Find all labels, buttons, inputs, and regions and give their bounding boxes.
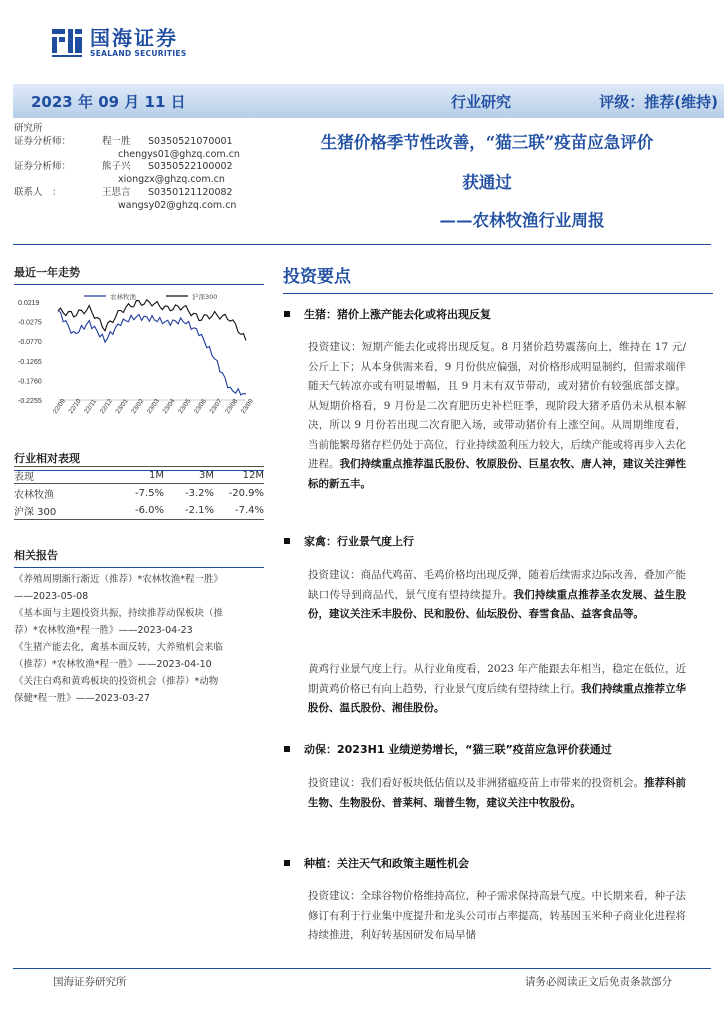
reports-section [14,547,264,568]
analyst-row: 联系人 ： 王思言 S0350121120082 [14,186,233,198]
x-tick-label: 23/06 [192,397,208,416]
section-heading: 生猪：猪价上涨产能去化或将出现反复 [284,306,491,322]
analyst-row: 证券分析师： 熊子兴 S0350522100002 [14,161,233,173]
analyst-email[interactable]: wangsy02@ghzq.com.cn [118,199,237,211]
section-paragraph: 投资建议：短期产能去化或将出现反复。8 月猪价趋势震荡向上，维持在 17 元/公斤上下；从本身供需来看，9 月份供应偏强，对价格形成明显制约，但需求端伴随天气转凉亦或有明显增幅，且 9 月末有双节带动，或对猪价有较强底部支撑。从短期价格看，9 月份是二次育肥历史补栏旺季，现阶段大猪矛盾仍未从根本解决，所以 9 月份若出现二次育肥入场，或带动猪价有上涨空间。从周期维度看，当前能繁母猪存栏仍处于高位，行业持续盈利压力较大，后续产能或将再步入去化进程。我们持续重点推荐温氏股份、牧原股份、巨星农牧、唐人神，建议关注弹性标的新五丰。 [308,341,686,490]
y-tick-label: -0.1265 [18,358,42,366]
company-logo [50,22,187,62]
trend-title: 最近一年走势 [14,264,264,285]
y-tick-label: -0.1760 [18,378,42,386]
brand-name-en: SEALAND SECURITIES [90,48,187,58]
x-tick-label: 23/01 [114,397,130,416]
title-line-1: 生猪价格季节性改善，“猫三联”疫苗应急评价 [320,133,654,152]
bullet-square-icon [284,311,290,317]
report-link[interactable]: 《生猪产能去化，禽基本面反转，大养殖机会来临 [14,642,224,653]
x-tick-label: 23/07 [208,397,224,416]
section-paragraph: 黄鸡行业景气度上行。从行业角度看，2023 年产能跟去年相当，稳定在低位，近期黄鸡价格已有向上趋势，行业景气度后续有望持续上行。我们持续重点推荐立华股份、温氏股份、湘佳股份。 [308,663,686,714]
x-tick-label: 22/11 [83,398,99,416]
report-rating: 评级：推荐(维持) [599,93,718,111]
main-heading: 投资要点 [283,262,713,294]
x-tick-label: 23/05 [177,397,193,416]
x-tick-label: 23/08 [224,397,240,416]
sealand-logo-icon [50,25,84,59]
footer-institute: 国海证券研究所 [53,976,127,988]
analyst-email[interactable]: chengys01@ghzq.com.cn [118,148,240,160]
x-tick-label: 22/09 [51,397,67,416]
report-banner [13,84,724,118]
report-link[interactable]: 《养殖周期渐行渐近（推荐）*农林牧渔*程一胜》 [14,574,224,585]
report-category: 行业研究 [450,92,511,111]
perf-table [14,466,264,520]
header-divider [13,244,711,245]
series-line [58,300,246,341]
footer-divider [13,968,711,969]
institute-label: 研究所 [14,123,43,134]
report-subtitle: ——农林牧渔行业周报 [439,211,605,230]
y-tick-label: -0.0770 [18,339,42,347]
trend-chart-svg [14,288,255,428]
report-date: 2023 年 09 月 11 日 [31,92,186,111]
x-tick-label: 23/04 [161,397,177,416]
legend-label: 沪深300 [192,293,218,301]
perf-header-row: 表现 1M 3M 12M [14,466,264,484]
report-link[interactable]: 荐）*农林牧渔*程一胜》——2023-04-23 [14,625,193,636]
section-heading: 家禽：行业景气度上行 [284,533,414,549]
x-tick-label: 22/12 [98,397,114,416]
section-heading: 动保：2023H1 业绩逆势增长，“猫三联”疫苗应急评价获通过 [284,741,612,757]
trend-section [14,264,264,285]
section-paragraph: 投资建议：我们看好板块低估值以及非洲猪瘟疫苗上市带来的投资机会。推荐科前生物、生物股份、普莱柯、瑞普生物，建议关注中牧股份。 [308,777,686,809]
analyst-info [14,123,240,213]
report-date: ——2023-05-08 [14,591,89,602]
section-paragraph: 投资建议：商品代鸡苗、毛鸡价格均出现反弹，随着后续需求边际改善，叠加产能缺口传导到商品代，景气度有望持续提升。我们持续重点推荐圣农发展、益生股份，建议关注禾丰股份、民和股份、仙坛股份、春雪食品、益客食品等。 [308,569,687,620]
series-line [58,311,246,395]
report-link[interactable]: 《基本面与主题投资共振，持续推荐动保板块（推 [14,608,224,619]
report-link[interactable]: 《关注白鸡和黄鸡板块的投资机会（推荐）*动物 [14,676,219,687]
y-tick-label: -0.0275 [18,319,42,327]
x-tick-label: 22/10 [67,397,83,416]
brand-name-cn: 国海证券 [90,25,178,50]
y-tick-label: 0.0219 [18,300,40,307]
perf-row: 农林牧渔 -7.5% -3.2% -20.9% [14,487,264,501]
report-link[interactable]: （推荐）*农林牧渔*程一胜》——2023-04-10 [14,659,212,670]
reports-title: 相关报告 [14,547,264,568]
section-paragraph: 投资建议：全球谷物价格维持高位，种子需求保持高景气度。中长期来看，种子法修订有利于行业集中度提升和龙头公司市占率提高，转基因玉米种子商业化进程将持续推进，利好转基因研发布局早储 [308,890,686,941]
x-tick-label: 23/03 [145,397,161,416]
perf-row: 沪深 300 -6.0% -2.1% -7.4% [14,502,264,520]
x-tick-label: 23/02 [130,397,146,416]
report-link[interactable]: 保健*程一胜》——2023-03-27 [14,693,150,704]
title-line-2: 获通过 [462,173,512,192]
bullet-square-icon [284,746,290,752]
report-title [262,132,712,232]
main-content [283,262,713,294]
analyst-email[interactable]: xiongzx@ghzq.com.cn [118,174,225,186]
bullet-square-icon [284,860,290,866]
trend-chart [14,288,255,428]
footer-disclaimer: 请务必阅读正文后免责条款部分 [525,976,672,988]
analyst-row: 证券分析师： 程一胜 S0350521070001 [14,135,233,147]
perf-title: 行业相对表现 [14,450,264,471]
bullet-square-icon [284,538,290,544]
section-heading: 种植：关注天气和政策主题性机会 [284,855,469,871]
related-reports [14,571,266,707]
y-tick-label: -0.2255 [18,398,42,405]
x-tick-label: 23/09 [239,397,255,416]
legend-label: 农林牧渔 [110,293,136,301]
